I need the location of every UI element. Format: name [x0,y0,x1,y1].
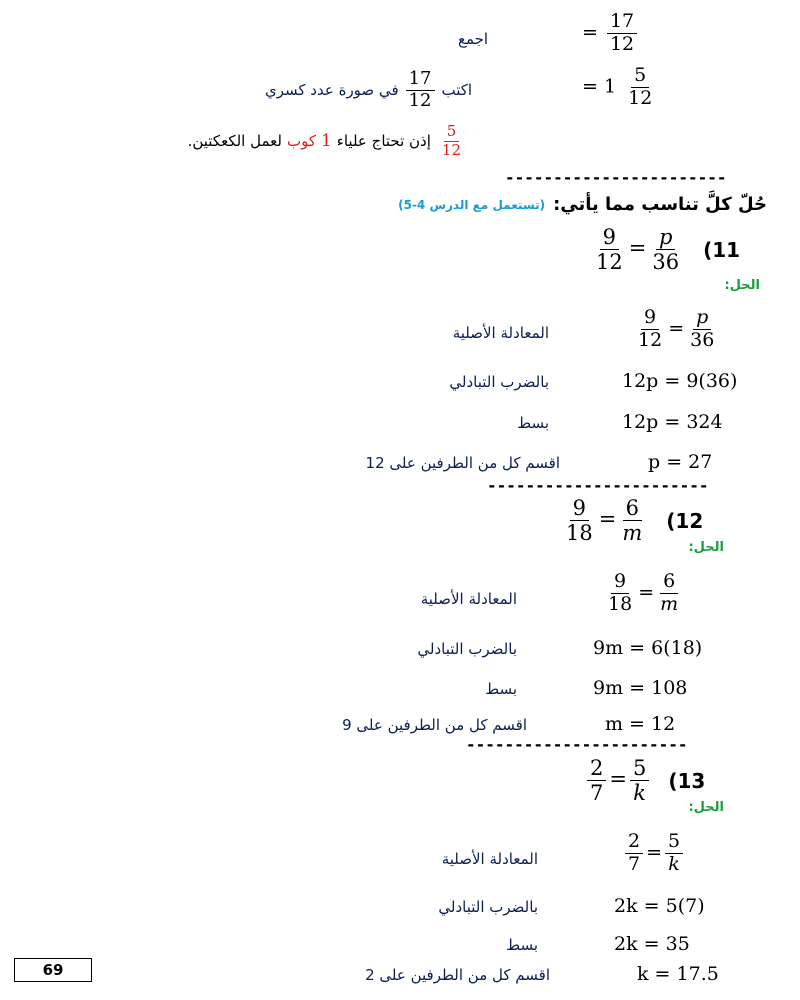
fraction [625,66,655,109]
step-equation: $\frac{9}{18}$ = $\frac{6}{m}$ [602,572,684,615]
numerator: 5 [631,66,649,88]
step-label: اقسم كل من الطرفين على 2 [365,966,550,984]
fraction-left [605,572,635,615]
step-label-write-mixed [265,70,472,111]
step-label: المعادلة الأصلية [420,590,517,608]
separator-line: ----------------------- [505,168,727,187]
numerator: 6 [660,572,678,594]
numerator: 17 [406,70,435,91]
step-equation: k = 17.5 [637,963,719,985]
step-equation: 2k = 35 [614,933,690,955]
heading-text: حُلّ كلَّ تناسب مما يأتي: [553,194,767,215]
fraction-left [587,757,606,804]
denominator: 12 [441,140,461,159]
step-equation: 12p = 9(36) [622,370,738,392]
fraction-right [649,226,682,273]
fraction [406,70,435,111]
step-label: بالضرب التبادلي [417,640,517,658]
numerator: 9 [641,308,659,330]
conclusion-unit: كوب [286,132,316,151]
step-label: اقسم كل من الطرفين على 9 [342,716,527,734]
numerator: 5 [630,757,649,781]
step-equation: 9m = 6(18) [593,637,703,659]
fraction-left [593,226,626,273]
fraction-left [635,308,665,351]
numerator: 9 [570,497,589,521]
fraction-right [630,757,649,804]
mixed-number-equation [582,66,658,109]
denominator: 7 [590,781,604,806]
numerator: 2 [625,832,643,854]
step-equation: $\frac{9}{12}$ = $\frac{p}{36}$ [632,308,720,351]
denominator: 12 [596,250,623,275]
denominator: 36 [690,328,715,351]
given-proportion: $\frac{2}{7}$ = $\frac{5}{k}$ [584,757,652,804]
write-label-pre: اكتب [441,81,473,100]
problem-number: (12 [666,508,704,533]
step-label-add: اجمع [458,30,489,48]
given-proportion: $\frac{9}{18}$ = $\frac{6}{m}$ [560,497,648,544]
denominator: 18 [608,592,633,615]
fraction-left [625,832,643,875]
numerator: 9 [600,226,619,250]
given-proportion: $\frac{9}{12}$ = $\frac{p}{36}$ [590,226,685,273]
problem-number: (11 [703,237,741,262]
fraction-right [619,497,645,544]
step-equation: $\frac{2}{7}$ = $\frac{5}{k}$ [622,832,686,875]
fraction-left [563,497,596,544]
problem-13-header [584,757,705,804]
step-label: المعادلة الأصلية [452,324,549,342]
numerator: 9 [611,572,629,594]
numerator: 2 [587,757,606,781]
equals-one: = 1 [582,75,617,98]
fraction-right [657,572,681,615]
page-number: 69 [14,958,92,982]
denominator: 12 [609,32,635,55]
denominator: 18 [566,521,593,546]
step-label: بسط [506,936,538,954]
numerator: p [693,308,711,330]
problem-11-header [590,226,740,273]
write-label-post: في صورة عدد كسري [265,81,399,100]
fraction [607,12,637,55]
lesson-note: (تستعمل مع الدرس 4-5) [398,197,546,212]
equals-sign: = [582,21,598,44]
separator-line: ----------------------- [466,735,688,754]
denominator: k [668,852,680,875]
section-heading [398,194,767,215]
problem-12-header [560,497,703,544]
step-label: بالضرب التبادلي [438,898,538,916]
add-equation [582,12,640,55]
conclusion-whole: 1 [320,131,332,152]
step-equation: m = 12 [605,713,676,735]
separator-line: ----------------------- [487,476,709,495]
step-label: بسط [517,414,549,432]
denominator: 36 [652,250,680,275]
step-equation: 12p = 324 [622,411,723,433]
solution-label: الحل: [688,800,724,815]
denominator: 12 [408,89,432,111]
step-label: بسط [485,680,517,698]
solution-label: الحل: [688,540,724,555]
denominator: 7 [628,852,641,875]
numerator: p [656,226,675,250]
conclusion-sentence [188,124,467,159]
conclusion-fraction [439,124,464,159]
step-label: بالضرب التبادلي [449,373,549,391]
conclusion-post: لعمل الكعكتين. [187,132,282,151]
numerator: 5 [665,832,683,854]
fraction-right [665,832,683,875]
conclusion-pre: إذن تحتاج علياء [336,132,431,151]
denominator: 12 [638,328,663,351]
denominator: m [660,592,679,615]
solution-label: الحل: [724,278,760,293]
step-equation: 9m = 108 [593,677,688,699]
denominator: k [633,781,647,806]
denominator: m [622,521,643,546]
fraction-right [687,308,717,351]
step-label: اقسم كل من الطرفين على 12 [365,454,560,472]
step-equation: p = 27 [648,451,713,473]
step-label: المعادلة الأصلية [441,850,538,868]
problem-number: (13 [668,768,706,793]
denominator: 12 [628,86,653,109]
numerator: 17 [607,12,637,34]
step-equation: 2k = 5(7) [614,895,705,917]
numerator: 6 [623,497,642,521]
numerator: 5 [444,124,460,142]
